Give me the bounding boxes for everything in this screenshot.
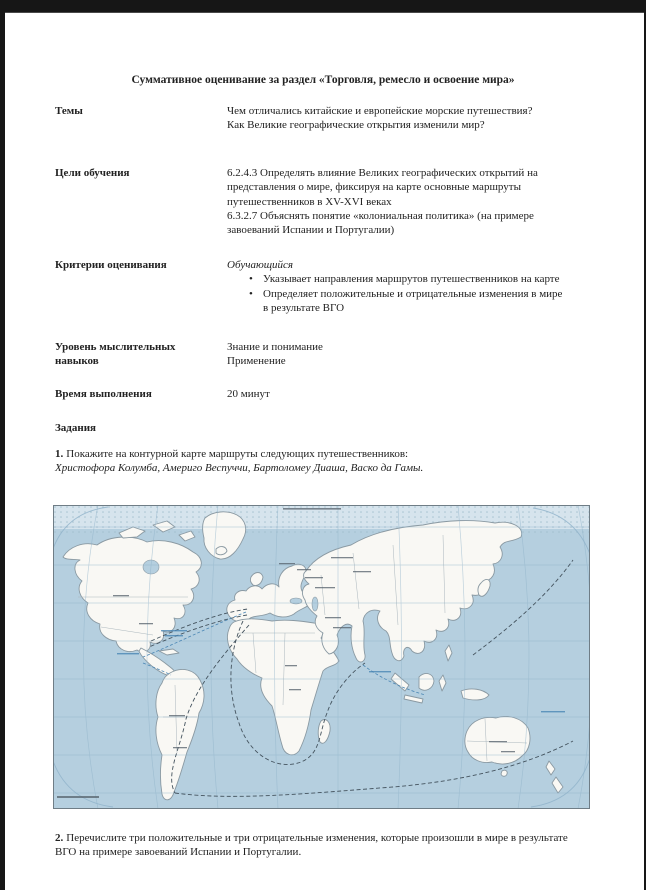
time-label: Время выполнения xyxy=(55,388,152,400)
themes-label: Темы xyxy=(55,105,83,117)
criteria-value xyxy=(227,258,563,315)
row-themes xyxy=(55,104,563,133)
iceland xyxy=(216,547,227,555)
letterbox-left-bar xyxy=(0,0,5,890)
document-title: Суммативное оценивание за раздел «Торговля, ремесло и освоение мира» xyxy=(131,74,515,86)
skills-line-2: Применение xyxy=(227,355,286,368)
themes-value xyxy=(227,104,563,133)
goals-label: Цели обучения xyxy=(55,167,130,179)
task-1-travelers: Христофора Колумба, Америго Веспуччи, Бартоломеу Диаша, Васко да Гамы. xyxy=(55,462,424,475)
task-2-number: 2. xyxy=(55,832,64,844)
row-assessment-criteria xyxy=(55,258,563,315)
row-thinking-skills xyxy=(55,340,563,369)
task-1-text: Покажите на контурной карте маршруты следующих путешественников: xyxy=(66,448,409,460)
task-1 xyxy=(55,447,579,476)
skills-line-1: Знание и понимание xyxy=(227,341,323,353)
bullet-icon: • xyxy=(249,273,253,286)
time-value: 20 минут xyxy=(227,388,270,400)
goals-value xyxy=(227,166,563,237)
caspian-sea xyxy=(312,597,318,611)
criteria-label: Критерии оценивания xyxy=(55,259,167,271)
skills-value xyxy=(227,340,563,369)
continent-australia xyxy=(465,716,530,764)
criteria-bullet-2 xyxy=(249,287,563,316)
criteria-bullet-1 xyxy=(249,272,563,286)
themes-line-2: Как Великие географические открытия изменили мир? xyxy=(227,119,485,132)
criteria-bullet-1-text: Указывает направления маршрутов путешественников на карте xyxy=(263,273,560,286)
task-1-number: 1. xyxy=(55,448,64,460)
letterbox-top-bar xyxy=(0,0,646,13)
bullet-icon: • xyxy=(249,287,253,300)
task-2 xyxy=(55,831,583,860)
criteria-bullet-2-text: Определяет положительные и отрицательные изменения в мире в результате ВГО xyxy=(263,287,563,314)
row-learning-goals xyxy=(55,166,563,237)
row-time-limit xyxy=(55,387,563,401)
themes-line-1: Чем отличались китайские и европейские морские путешествия? xyxy=(227,105,533,117)
task-2-text: Перечислите три положительные и три отрицательные изменения, которые произошли в мире в результате ВГО на примере завоеваний Испании и Португалии. xyxy=(55,832,568,859)
skills-label: Уровень мыслительных навыков xyxy=(55,341,176,368)
criteria-intro: Обучающийся xyxy=(227,259,294,271)
tasks-heading: Задания xyxy=(55,422,96,434)
goal-6327: 6.3.2.7 Объяснять понятие «колониальная политика» (на примере завоеваний Испании и Португалии) xyxy=(227,209,534,237)
goal-6243: 6.2.4.3 Определять влияние Великих географических открытий на представления о мире, фиксируя на карте основные маршруты путешественников в XV-XVI веках xyxy=(227,167,538,208)
tasmania xyxy=(501,770,507,776)
world-contour-map xyxy=(53,505,590,809)
